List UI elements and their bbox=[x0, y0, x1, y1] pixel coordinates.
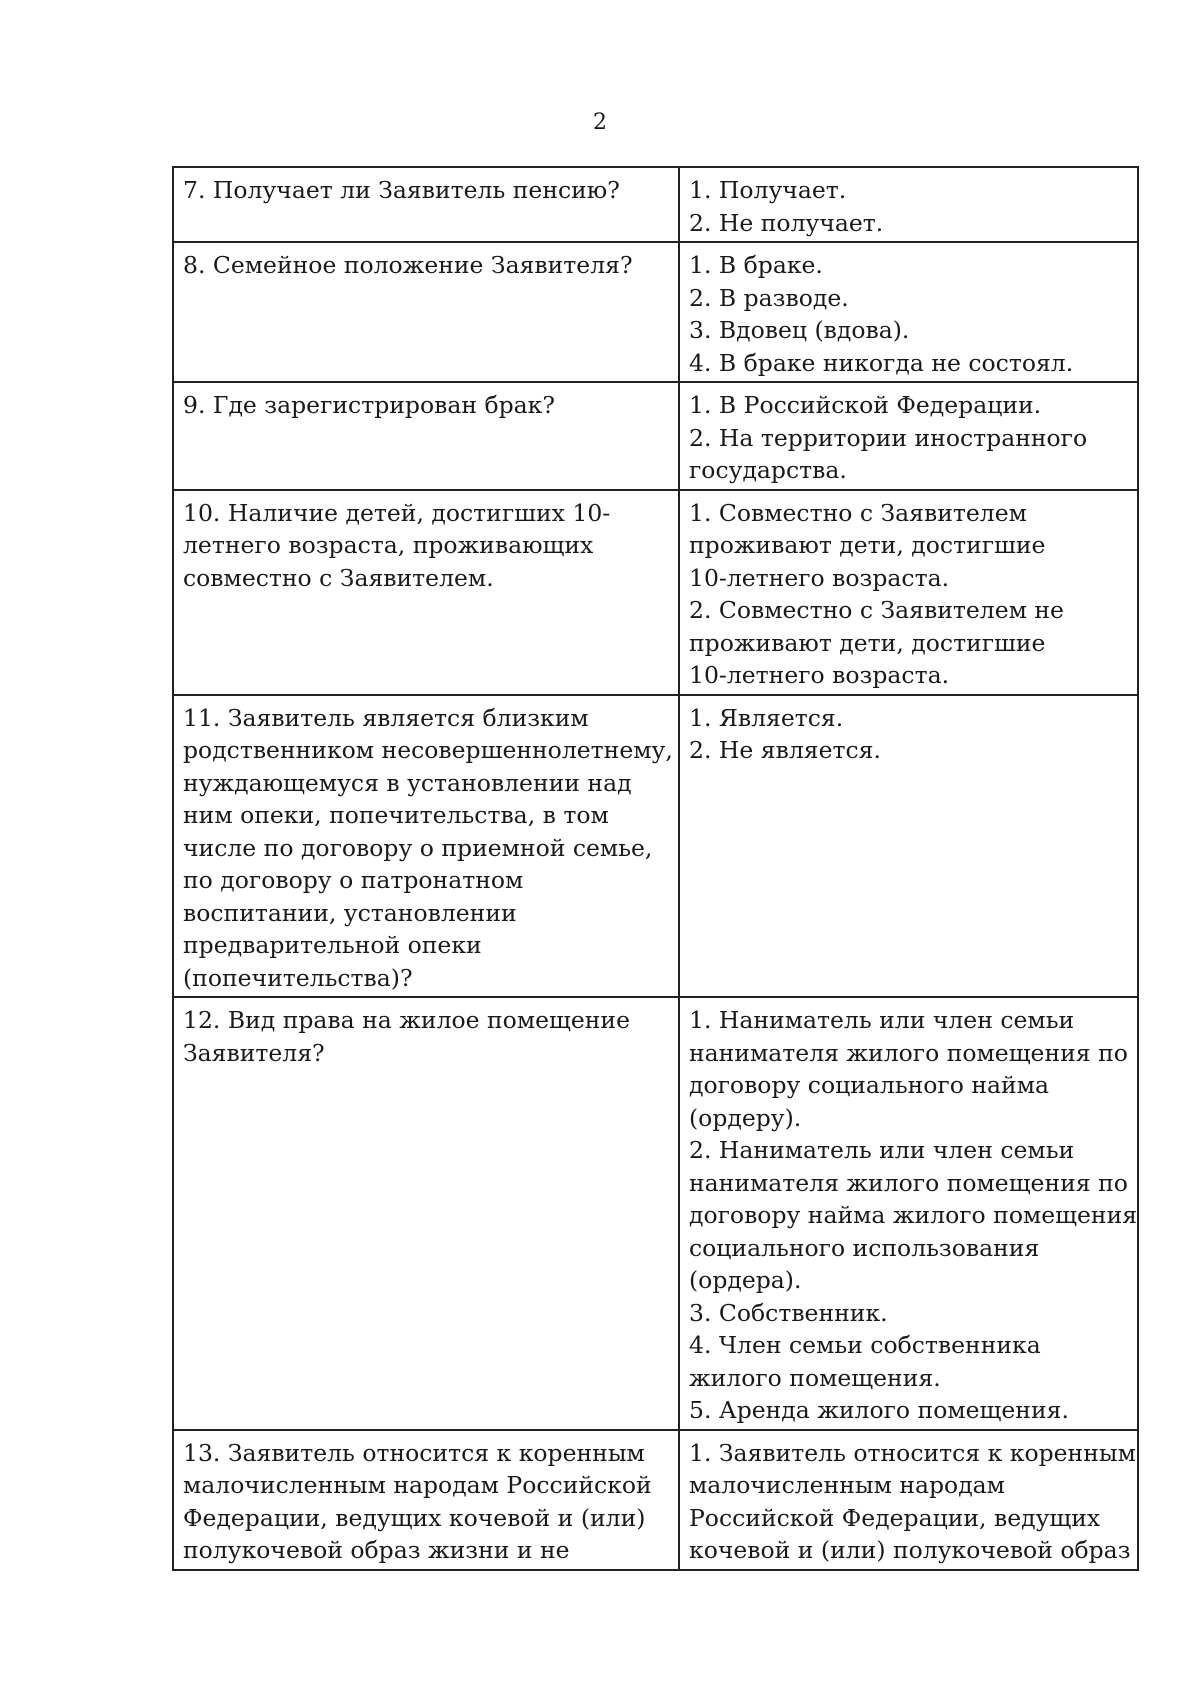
table-row bbox=[173, 997, 1138, 1430]
answer-option: 10-летнего возраста. bbox=[689, 563, 950, 592]
table-row bbox=[173, 242, 1138, 382]
answer-option: 2. На территории иностранного bbox=[689, 423, 1088, 452]
answer-option: 1. Заявитель относится к коренным bbox=[689, 1438, 1136, 1467]
answer-option: Российской Федерации, ведущих bbox=[689, 1503, 1101, 1532]
question-line: Федерации, ведущих кочевой и (или) bbox=[183, 1503, 646, 1532]
question-line: 11. Заявитель является близким bbox=[183, 703, 589, 732]
table-row bbox=[173, 1430, 1138, 1570]
answer-option: договору социального найма bbox=[689, 1071, 1049, 1099]
question-line: ним опеки, попечительства, в том bbox=[183, 801, 609, 829]
question-line: родственником несовершеннолетнему, bbox=[183, 736, 673, 764]
answer-option: нанимателя жилого помещения по bbox=[689, 1038, 1128, 1067]
answer-cell bbox=[679, 382, 1138, 490]
answer-option: 3. Собственник. bbox=[689, 1298, 888, 1327]
question-line: малочисленным народам Российской bbox=[183, 1471, 652, 1499]
answer-option: 1. Совместно с Заявителем bbox=[689, 498, 1027, 527]
answer-option: 10-летнего возраста. bbox=[689, 661, 950, 689]
question-line: Заявителя? bbox=[183, 1038, 325, 1067]
question-cell bbox=[173, 695, 679, 998]
answer-option: договору найма жилого помещения bbox=[689, 1201, 1138, 1229]
question-cell bbox=[173, 242, 679, 382]
answer-option: 1. В браке. bbox=[689, 251, 823, 279]
answer-option: 1. Получает. bbox=[689, 176, 847, 204]
question-cell bbox=[173, 490, 679, 695]
question-line: 7. Получает ли Заявитель пенсию? bbox=[183, 176, 620, 204]
answer-option: 5. Аренда жилого помещения. bbox=[689, 1396, 1069, 1424]
answer-option: проживают дети, достигшие bbox=[689, 628, 1046, 657]
answer-option: нанимателя жилого помещения по bbox=[689, 1168, 1128, 1197]
table-row bbox=[173, 382, 1138, 490]
answer-option: (ордера). bbox=[689, 1266, 802, 1294]
answer-option: 1. В Российской Федерации. bbox=[689, 391, 1042, 419]
answer-option: 2. Не является. bbox=[689, 736, 881, 764]
question-line: воспитании, установлении bbox=[183, 898, 517, 927]
answer-option: 1. Является. bbox=[689, 703, 844, 732]
answer-option: жилого помещения. bbox=[689, 1363, 941, 1392]
question-line: (попечительства)? bbox=[183, 963, 413, 992]
answer-option: 2. Совместно с Заявителем не bbox=[689, 596, 1064, 624]
question-line: 13. Заявитель относится к коренным bbox=[183, 1438, 645, 1467]
answer-cell bbox=[679, 167, 1138, 242]
question-line: предварительной опеки bbox=[183, 931, 482, 959]
table-row bbox=[173, 695, 1138, 998]
answer-cell bbox=[679, 242, 1138, 382]
question-line: 12. Вид права на жилое помещение bbox=[183, 1006, 631, 1034]
answer-option: социального использования bbox=[689, 1233, 1040, 1262]
answer-option: малочисленным народам bbox=[689, 1471, 1005, 1499]
answer-option: государства. bbox=[689, 456, 847, 484]
table-row bbox=[173, 167, 1138, 242]
question-line: по договору о патронатном bbox=[183, 866, 524, 894]
answer-option: кочевой и (или) полукочевой образ bbox=[689, 1536, 1131, 1564]
answer-cell bbox=[679, 695, 1138, 998]
answer-option: 4. Член семьи собственника bbox=[689, 1331, 1041, 1359]
answer-option: 4. В браке никогда не состоял. bbox=[689, 348, 1074, 377]
answer-option: 2. Не получает. bbox=[689, 208, 884, 237]
answer-option: 1. Наниматель или член семьи bbox=[689, 1006, 1075, 1034]
answer-option: 3. Вдовец (вдова). bbox=[689, 316, 910, 344]
answer-option: 2. Наниматель или член семьи bbox=[689, 1136, 1075, 1164]
questionnaire-table bbox=[172, 166, 1139, 1571]
page-number: 2 bbox=[593, 110, 607, 135]
question-cell bbox=[173, 997, 679, 1430]
question-cell bbox=[173, 382, 679, 490]
question-line: полукочевой образ жизни и не bbox=[183, 1536, 570, 1564]
answer-cell bbox=[679, 490, 1138, 695]
table-row bbox=[173, 490, 1138, 695]
question-line: 10. Наличие детей, достигших 10- bbox=[183, 498, 611, 527]
question-line: числе по договору о приемной семье, bbox=[183, 833, 653, 862]
question-cell bbox=[173, 167, 679, 242]
answer-option: (ордеру). bbox=[689, 1103, 802, 1132]
answer-option: 2. В разводе. bbox=[689, 283, 849, 312]
question-line: летнего возраста, проживающих bbox=[183, 531, 594, 559]
question-line: 9. Где зарегистрирован брак? bbox=[183, 391, 555, 419]
table-body bbox=[173, 167, 1138, 1570]
question-line: нуждающемуся в установлении над bbox=[183, 768, 632, 797]
question-line: 8. Семейное положение Заявителя? bbox=[183, 251, 633, 279]
question-line: совместно с Заявителем. bbox=[183, 563, 494, 592]
question-cell bbox=[173, 1430, 679, 1570]
answer-cell bbox=[679, 1430, 1138, 1570]
answer-option: проживают дети, достигшие bbox=[689, 531, 1046, 559]
answer-cell bbox=[679, 997, 1138, 1430]
